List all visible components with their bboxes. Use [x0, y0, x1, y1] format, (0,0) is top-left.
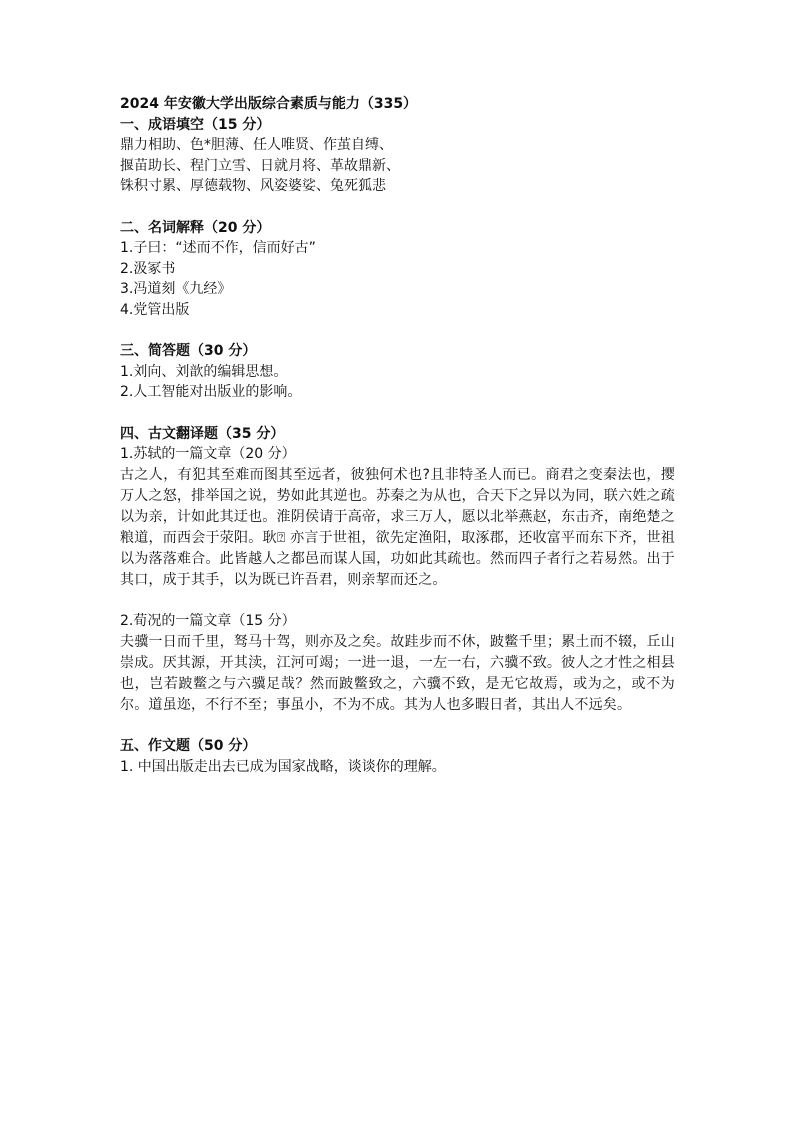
document-title: 2024 年安徽大学出版综合素质与能力（335） [120, 96, 418, 112]
translation-q2-text: 夫骥一日而千里，驽马十驾，则亦及之矣。故跬步而不休，跛鳖千里；累土而不辍，丘山崇成。厌其源，开其渎，江河可竭；一进一退，一左一右，六骥不致。彼人之才性之相县也，岂若跛鳖之与六骥足哉？然而跛鳖致之，六骥不致，是无它故焉，或为之，或不为尔。道虽迩，不行不至；事虽小，不为不成。其为人也多暇日者，其出人不远矣。 [120, 633, 675, 713]
section-heading-terms: 二、名词解释（20 分） [120, 219, 271, 236]
idiom-line: 铢积寸累、厚德载物、风姿婆娑、兔死狐悲 [120, 178, 386, 195]
translation-q2-title: 2.荀况的一篇文章（15 分） [120, 613, 296, 630]
spacer [120, 716, 675, 737]
spacer [120, 403, 675, 424]
section-heading-essay: 五、作文题（50 分） [120, 738, 257, 755]
section-heading-short-answer: 三、简答题（30 分） [120, 343, 257, 360]
idiom-line: 鼎力相助、色*胆薄、任人唯贤、作茧自缚、 [120, 137, 393, 154]
spacer [120, 197, 675, 218]
term-item: 1.子曰：“述而不作，信而好古” [120, 240, 316, 257]
section-heading-translation: 四、古文翻译题（35 分） [120, 425, 285, 442]
term-item: 4.党管出版 [120, 301, 190, 318]
short-answer-item: 1.刘向、刘歆的编辑思想。 [120, 363, 288, 380]
spacer [120, 321, 675, 342]
exam-document [120, 94, 675, 778]
essay-item: 1. 中国出版走出去已成为国家战略，谈谈你的理解。 [120, 759, 446, 776]
short-answer-item: 2.人工智能对出版业的影响。 [120, 384, 302, 401]
term-item: 2.汲冢书 [120, 260, 176, 277]
idiom-line: 揠苗助长、程门立雪、日就月将、革故鼎新、 [120, 157, 400, 174]
translation-q1-text: 古之人，有犯其至难而图其至远者，彼独何术也?且非特圣人而已。商君之变秦法也，撄万人之怒，排举国之说，势如此其逆也。苏秦之为从也，合天下之异以为同，联六姓之疏以为亲，计如此其迂也。淮阴侯请于高帝，求三万人，愿以北举燕赵，东击齐，南绝楚之粮道，而西会于荥阳。耿⍰ 亦言于世祖，欲先定渔阳，取涿郡，还收富平而东下齐，世祖以为落落难合。此皆越人之都邑而谋人国，功如此其疏也。然而四子者行之若易然。出于其口，成于其手，以为既已许吾君，则亲挈而还之。 [120, 466, 675, 588]
term-item: 3.冯道刻《九经》 [120, 281, 232, 298]
section-heading-idioms: 一、成语填空（15 分） [120, 116, 271, 133]
spacer [120, 591, 675, 612]
translation-q1-title: 1.苏轼的一篇文章（20 分） [120, 446, 296, 463]
